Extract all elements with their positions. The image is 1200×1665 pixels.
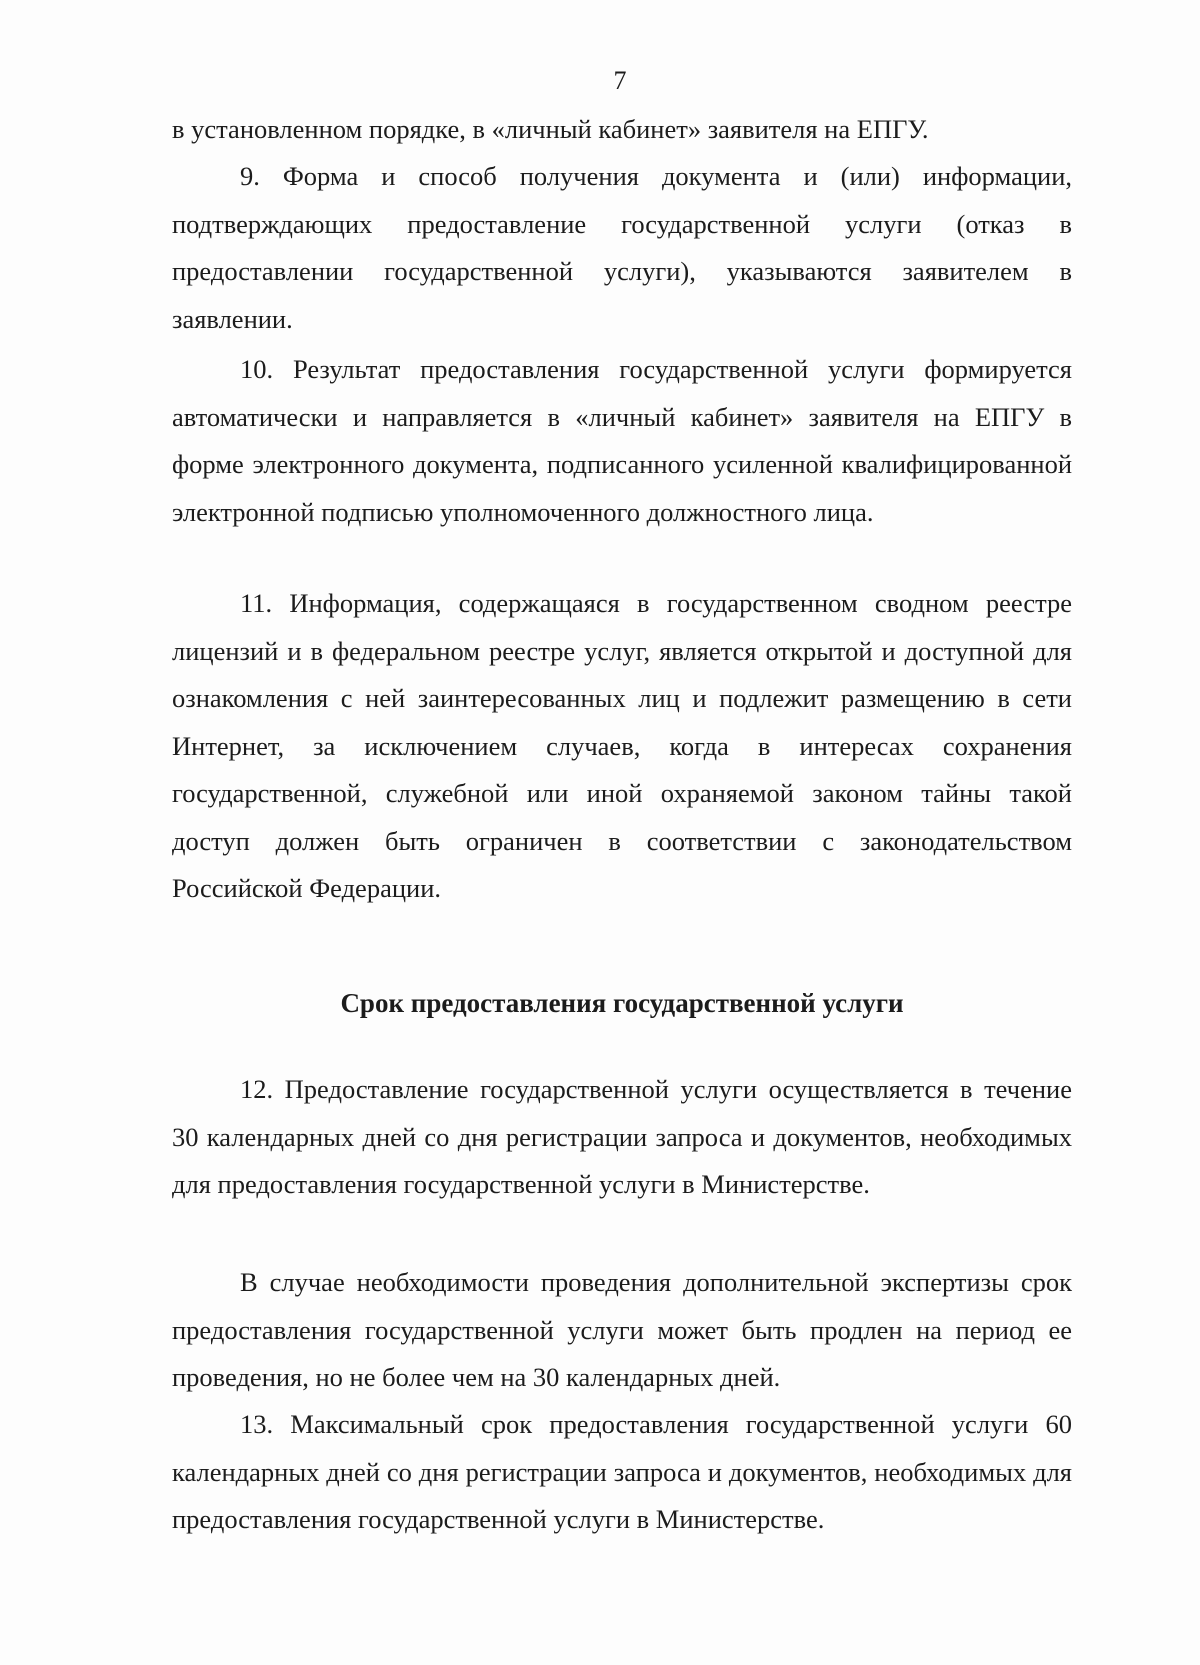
paragraph-10: 10. Результат предоставления государственной услуги формируется автоматически и направляется в «личный кабинет» заявителя на ЕПГУ в форме электронного документа, подписанного усиленной квалифицированной электронной подписью уполномоченного должностного лица. (172, 354, 1072, 527)
paragraph-extension: В случае необходимости проведения дополнительной экспертизы срок предоставления государственной услуги может быть продлен на период ее проведения, но не более чем на 30 календарных дней. (172, 1267, 1072, 1392)
page-number: 7 (613, 66, 627, 95)
paragraph-continuation: в установленном порядке, в «личный кабинет» заявителя на ЕПГУ. (172, 114, 929, 144)
paragraph-13: 13. Максимальный срок предоставления государственной услуги 60 календарных дней со дня регистрации запроса и документов, необходимых для предоставления государственной услуги в Министерстве. (172, 1409, 1072, 1534)
paragraph-12: 12. Предоставление государственной услуги осуществляется в течение 30 календарных дней со дня регистрации запроса и документов, необходимых для предоставления государственной услуги в Министерстве. (172, 1074, 1072, 1199)
section-heading: Срок предоставления государственной услуги (340, 988, 904, 1018)
paragraph-9: 9. Форма и способ получения документа и (или) информации, подтверждающих предоставление государственной услуги (отказ в предоставлении государственной услуги), указываются заявителем в заявлении. (172, 161, 1072, 334)
paragraph-11: 11. Информация, содержащаяся в государственном сводном реестре лицензий и в федеральном реестре услуг, является открытой и доступной для ознакомления с ней заинтересованных лиц и подлежит размещению в сети Интернет, за исключением случаев, когда в интересах сохранения государственной, служебной или иной охраняемой законом тайны такой доступ должен быть ограничен в соответствии с законодательством Российской Федерации. (172, 588, 1072, 903)
